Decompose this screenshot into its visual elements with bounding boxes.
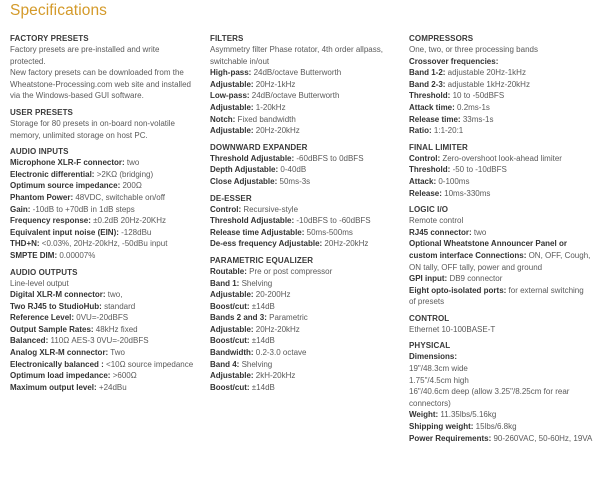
spec-label: High-pass: [210, 68, 252, 78]
spec-section-final-limiter [409, 142, 599, 199]
spec-label: Adjustable: [210, 290, 254, 300]
spec-line [409, 351, 599, 363]
spec-value: Two [108, 348, 125, 358]
spec-value: switchable in/out [210, 56, 270, 66]
spec-value: 15lbs/6.8kg [473, 422, 517, 432]
spec-value: for external switching [506, 285, 584, 295]
spec-line [10, 79, 202, 91]
spec-value: 50ms-3s [277, 176, 311, 186]
spec-value: Zero-overshoot look-ahead limiter [440, 153, 562, 163]
spec-value: ON, OFF, Cough, [526, 250, 591, 260]
spec-value: ±14dB [249, 336, 275, 346]
section-heading: FACTORY PRESETS [10, 34, 89, 43]
spec-value: New factory presets can be downloaded from the [10, 68, 184, 78]
spec-value: Wheatstone-Processing.com web site and installed [10, 79, 191, 89]
spec-value: 20Hz-20kHz [253, 324, 300, 334]
spec-label: custom interface Connections: [409, 250, 527, 260]
spec-label: Adjustable: [210, 324, 254, 334]
spec-value: 1:1-20:1 [431, 126, 464, 136]
spec-line [210, 125, 400, 137]
spec-line [409, 398, 599, 410]
spec-line [210, 347, 400, 359]
spec-value: two [471, 227, 487, 237]
spec-label: Balanced: [10, 336, 49, 346]
spec-line [409, 433, 599, 445]
spec-label: Routable: [210, 266, 247, 276]
section-heading: FILTERS [210, 34, 244, 43]
spec-label: Power Requirements: [409, 433, 492, 443]
spec-line [210, 382, 400, 394]
spec-line [210, 67, 400, 79]
spec-label: Band 1-2: [409, 68, 446, 78]
spec-value: of presets [409, 297, 445, 307]
spec-line [409, 125, 599, 137]
spec-line [210, 164, 400, 176]
spec-value: 48VDC, switchable on/off [73, 192, 166, 202]
spec-label: Threshold: [409, 165, 451, 175]
spec-value: 24dB/octave Butterworth [249, 91, 340, 101]
spec-label: Threshold Adjustable: [210, 216, 295, 226]
spec-value: ±0.2dB 20Hz-20KHz [90, 216, 167, 226]
spec-label: Release time: [409, 114, 461, 124]
section-heading: DE-ESSER [210, 193, 252, 203]
spec-line [409, 421, 599, 433]
spec-value: 1.75"/4.5cm high [409, 375, 469, 385]
section-heading: USER PRESETS [10, 107, 73, 117]
spec-line [409, 176, 599, 188]
spec-value: 19"/48.3cm wide [409, 364, 468, 374]
spec-line [210, 90, 400, 102]
spec-value: protected. [10, 56, 46, 66]
spec-label: Band 4: [210, 359, 240, 369]
spec-label: Phantom Power: [10, 192, 74, 202]
spec-line [210, 204, 400, 216]
spec-label: Output Sample Rates: [10, 324, 94, 334]
spec-value: connectors) [409, 398, 451, 408]
spec-value: via the Windows-based GUI software. [10, 91, 144, 101]
spec-line [10, 204, 202, 216]
spec-value: -10dBFS to -60dBFS [294, 216, 371, 226]
spec-line [210, 301, 400, 313]
spec-value: 24dB/octave Butterworth [251, 68, 342, 78]
spec-label: Band 2-3: [409, 79, 446, 89]
spec-label: THD+N: [10, 239, 40, 249]
spec-line [409, 296, 599, 308]
spec-value: 0.2-3.0 octave [253, 348, 307, 358]
spec-label: Boost/cut: [210, 336, 250, 346]
spec-value: 200Ω [120, 181, 142, 191]
spec-line [10, 227, 202, 239]
spec-label: De-ess frequency Adjustable: [210, 239, 323, 249]
spec-line [10, 250, 202, 262]
spec-label: Low-pass: [210, 91, 250, 101]
spec-label: Reference Level: [10, 313, 75, 323]
spec-value: >2KΩ (bridging) [94, 169, 154, 179]
spec-line [210, 227, 400, 239]
spec-line [409, 164, 599, 176]
spec-value: >600Ω [110, 371, 137, 381]
spec-line [409, 102, 599, 114]
section-heading: CONTROL [409, 313, 450, 323]
spec-value: <10Ω source impedance [103, 359, 194, 369]
spec-value: 16"/40.6cm deep (allow 3.25"/8.25cm for rear [409, 387, 570, 397]
spec-line [409, 363, 599, 375]
spec-line [409, 188, 599, 200]
spec-line [409, 56, 599, 68]
spec-line [10, 44, 202, 56]
spec-value: 20Hz-1kHz [253, 79, 296, 89]
spec-value: 20Hz-20kHz [322, 239, 369, 249]
spec-label: Microphone XLR-F connector: [10, 158, 125, 168]
spec-label: Maximum output level: [10, 382, 97, 392]
spec-line [10, 180, 202, 192]
spec-label: Optimum load impedance: [10, 371, 111, 381]
spec-line [210, 56, 400, 68]
spec-section-compressors [409, 33, 599, 137]
spec-value: Shelving [239, 278, 273, 288]
spec-label: SMPTE DIM: [10, 250, 58, 260]
spec-line [10, 118, 202, 130]
spec-value: two, [105, 290, 123, 300]
spec-line [210, 215, 400, 227]
spec-value: Ethernet 10-100BASE-T [409, 324, 496, 334]
spec-label: Gain: [10, 204, 31, 214]
spec-section-control [409, 313, 599, 336]
spec-line [10, 157, 202, 169]
spec-line [10, 169, 202, 181]
spec-value: 0.2ms-1s [454, 102, 490, 112]
spec-line [210, 324, 400, 336]
spec-value: 0VU=-20dBFS [74, 313, 129, 323]
spec-section-parametric-equalizer [210, 255, 400, 394]
spec-section-user-presets [10, 107, 202, 141]
section-heading: PHYSICAL [409, 341, 451, 351]
spec-line [210, 44, 400, 56]
spec-label: Dimensions: [409, 352, 458, 362]
spec-line [409, 67, 599, 79]
spec-label: Frequency response: [10, 216, 91, 226]
spec-line [210, 266, 400, 278]
spec-value: 10 to -50dBFS [450, 91, 505, 101]
section-heading: AUDIO INPUTS [10, 147, 69, 157]
spec-line [409, 215, 599, 227]
spec-line [210, 289, 400, 301]
spec-value: -10dB to +70dB in 1dB steps [30, 204, 135, 214]
spec-label: Attack time: [409, 102, 455, 112]
spec-line [10, 67, 202, 79]
spec-label: Adjustable: [210, 126, 254, 136]
page-title: Specifications [10, 2, 108, 19]
spec-label: Depth Adjustable: [210, 165, 279, 175]
spec-line [210, 102, 400, 114]
spec-value: memory, unlimited storage on host PC. [10, 130, 148, 140]
spec-column-3 [409, 33, 599, 444]
spec-value: ±14dB [249, 301, 275, 311]
spec-value: Pre or post compressor [246, 266, 333, 276]
spec-value: DB9 connector [447, 274, 503, 284]
spec-line [409, 44, 599, 56]
spec-label: Optional Wheatstone Announcer Panel or [409, 239, 567, 249]
spec-line [210, 114, 400, 126]
spec-label: Notch: [210, 114, 236, 124]
spec-value: ±14dB [249, 382, 275, 392]
spec-line [409, 285, 599, 297]
spec-line [409, 324, 599, 336]
spec-section-downward-expander [210, 142, 400, 188]
spec-value: adjustable 1kHz-20kHz [445, 79, 530, 89]
spec-line [409, 79, 599, 91]
spec-line [409, 227, 599, 239]
spec-label: Adjustable: [210, 371, 254, 381]
spec-value: -50 to -10dBFS [450, 165, 507, 175]
spec-section-physical [409, 340, 599, 444]
spec-line [10, 192, 202, 204]
spec-line [10, 215, 202, 227]
spec-label: Equivalent input noise (EIN): [10, 227, 119, 237]
spec-line [210, 79, 400, 91]
spec-label: Boost/cut: [210, 382, 250, 392]
spec-section-audio-outputs [10, 267, 202, 394]
spec-label: Digital XLR-M connector: [10, 290, 106, 300]
spec-value: -60dBFS to 0dBFS [294, 153, 364, 163]
spec-value: Fixed bandwidth [235, 114, 296, 124]
spec-value: Remote control [409, 216, 464, 226]
spec-line [10, 347, 202, 359]
spec-value: 0-40dB [278, 165, 307, 175]
spec-line [10, 130, 202, 142]
section-heading: LOGIC I/O [409, 205, 449, 215]
spec-line [10, 301, 202, 313]
spec-column-1 [10, 33, 202, 393]
spec-line [10, 324, 202, 336]
section-heading: DOWNWARD EXPANDER [210, 142, 308, 152]
spec-label: Weight: [409, 410, 439, 420]
spec-value: Factory presets are pre-installed and write [10, 45, 160, 54]
spec-line [10, 382, 202, 394]
spec-value: Parametric [266, 313, 308, 323]
spec-label: RJ45 connector: [409, 227, 472, 237]
spec-label: Shipping weight: [409, 422, 474, 432]
spec-value: 50ms-500ms [304, 227, 353, 237]
spec-label: Two RJ45 to StudioHub: [10, 301, 102, 311]
spec-label: Release: [409, 188, 442, 198]
section-heading: PARAMETRIC EQUALIZER [210, 255, 314, 265]
spec-line [409, 273, 599, 285]
spec-line [409, 250, 599, 262]
spec-label: Close Adjustable: [210, 176, 278, 186]
spec-label: Release time Adjustable: [210, 227, 305, 237]
spec-label: Adjustable: [210, 79, 254, 89]
spec-label: Adjustable: [210, 102, 254, 112]
spec-line [210, 153, 400, 165]
spec-value: Recursive-style [241, 204, 299, 214]
spec-value: Asymmetry filter Phase rotator, 4th order allpass, [210, 45, 383, 54]
spec-label: Crossover frequencies: [409, 56, 499, 66]
spec-section-factory-presets [10, 33, 202, 102]
spec-label: Eight opto-isolated ports: [409, 285, 507, 295]
spec-value: 33ms-1s [460, 114, 494, 124]
spec-line [409, 375, 599, 387]
spec-line [10, 370, 202, 382]
spec-line [210, 370, 400, 382]
spec-value: 48kHz fixed [93, 324, 138, 334]
spec-value: -128dBu [118, 227, 152, 237]
spec-line [10, 238, 202, 250]
spec-line [210, 176, 400, 188]
spec-line [10, 335, 202, 347]
spec-value: Storage for 80 presets in on-board non-volatile [10, 118, 175, 128]
spec-line [10, 278, 202, 290]
spec-label: Control: [409, 153, 441, 163]
spec-label: Analog XLR-M connector: [10, 348, 109, 358]
spec-value: 0.00007% [57, 250, 96, 260]
spec-section-de-esser [210, 193, 400, 250]
spec-line [210, 335, 400, 347]
spec-section-logic-i-o [409, 204, 599, 308]
spec-label: Bands 2 and 3: [210, 313, 267, 323]
spec-value: +24dBu [96, 382, 127, 392]
spec-line [210, 359, 400, 371]
spec-value: 2kH-20kHz [253, 371, 296, 381]
spec-value: 90-260VAC, 50-60Hz, 19VA [491, 433, 593, 443]
spec-line [10, 359, 202, 371]
spec-column-2 [210, 33, 400, 393]
spec-line [10, 56, 202, 68]
spec-value: 10ms-330ms [441, 188, 491, 198]
spec-value: Line-level output [10, 278, 69, 288]
section-heading: COMPRESSORS [409, 34, 474, 43]
spec-value: 20-200Hz [253, 290, 291, 300]
spec-value: 20Hz-20kHz [253, 126, 300, 136]
spec-line [10, 90, 202, 102]
spec-value: <0.03%, 20Hz-20kHz, -50dBu input [39, 239, 168, 249]
spec-value: Shelving [239, 359, 273, 369]
spec-label: Threshold Adjustable: [210, 153, 295, 163]
spec-value: 11.35lbs/5.16kg [438, 410, 497, 420]
spec-label: Band 1: [210, 278, 240, 288]
spec-label: Threshold: [409, 91, 451, 101]
spec-line [409, 386, 599, 398]
spec-label: Control: [210, 204, 242, 214]
spec-label: Electronically balanced : [10, 359, 104, 369]
spec-line [10, 289, 202, 301]
section-heading: FINAL LIMITER [409, 142, 468, 152]
spec-value: adjustable 20Hz-1kHz [445, 68, 526, 78]
spec-line [409, 409, 599, 421]
spec-value: 110Ω AES-3 0VU=-20dBFS [48, 336, 149, 346]
section-heading: AUDIO OUTPUTS [10, 267, 78, 277]
spec-label: Ratio: [409, 126, 432, 136]
spec-label: Attack: [409, 176, 437, 186]
spec-label: Boost/cut: [210, 301, 250, 311]
spec-label: Optimum source impedance: [10, 181, 121, 191]
spec-value: 0-100ms [436, 176, 470, 186]
spec-label: Electronic differential: [10, 169, 95, 179]
spec-line [210, 278, 400, 290]
spec-value: 1-20kHz [253, 102, 286, 112]
spec-label: Bandwidth: [210, 348, 254, 358]
spec-line [409, 262, 599, 274]
spec-line [10, 312, 202, 324]
spec-value: One, two, or three processing bands [409, 45, 538, 54]
spec-line [210, 238, 400, 250]
spec-line [409, 238, 599, 250]
spec-section-filters [210, 33, 400, 137]
spec-value: standard [101, 301, 136, 311]
spec-label: GPI input: [409, 274, 448, 284]
spec-line [409, 153, 599, 165]
spec-value: ON tally, OFF tally, power and ground [409, 262, 543, 272]
spec-line [210, 312, 400, 324]
spec-line [409, 114, 599, 126]
spec-line [409, 90, 599, 102]
spec-value: two [124, 158, 140, 168]
spec-section-audio-inputs [10, 146, 202, 261]
